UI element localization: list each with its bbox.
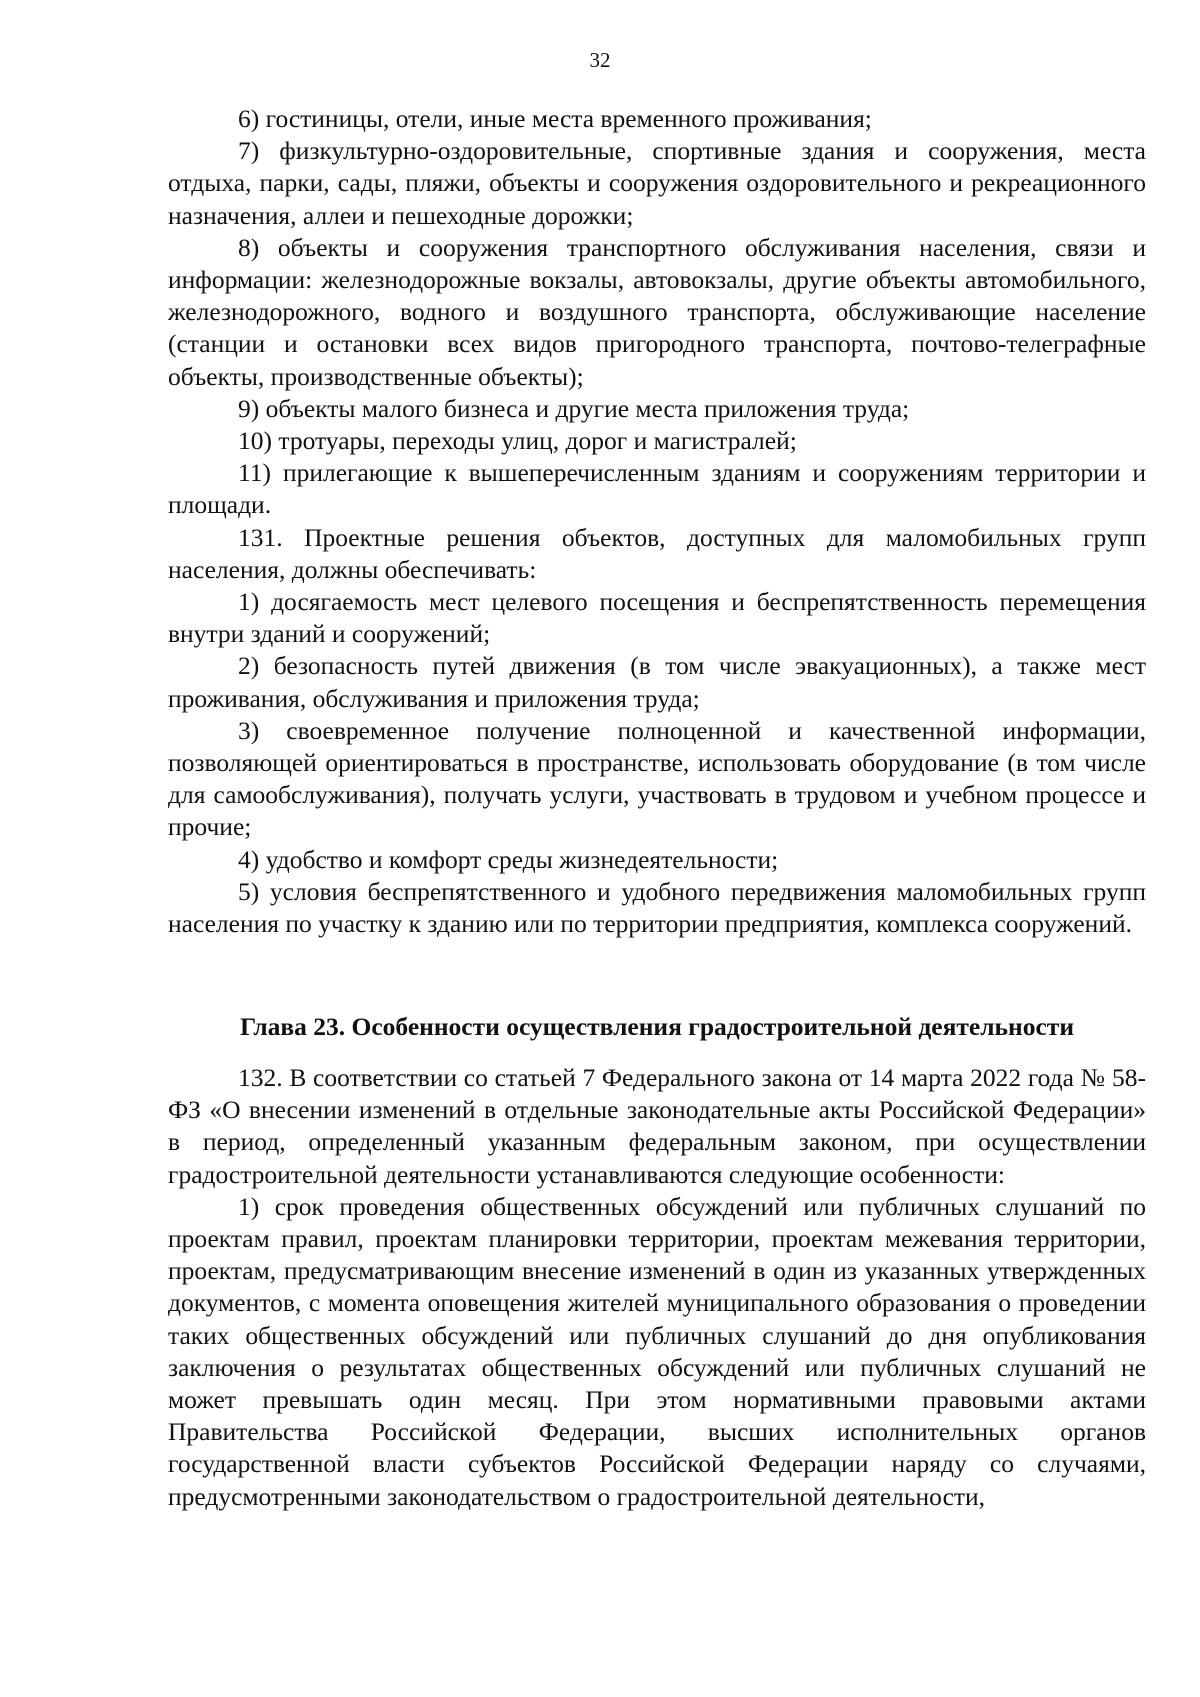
list-item-11-adjacent-territories: 11) прилегающие к вышеперечисленным зданиям и сооружениям территории и площади.	[168, 458, 1146, 520]
body-text-upper	[168, 103, 1146, 940]
chapter-heading: Глава 23. Особенности осуществления градостроительной деятельности	[239, 1012, 1075, 1041]
list-item-7-sports-facilities: 7) физкультурно-оздоровительные, спортивные здания и сооружения, места отдыха, парки, сады, пляжи, объекты и сооружения оздоровительного и рекреационного назначения, аллеи и пешеходные дорожки;	[168, 136, 1146, 230]
list-item-4-comfort: 4) удобство и комфорт среды жизнедеятельности;	[238, 844, 779, 874]
paragraph-132: 132. В соответствии со статьей 7 Федерального закона от 14 марта 2022 года № 58-ФЗ «О внесении изменений в отдельные законодательные акты Российской Федерации» в период, определенный указанным федеральным законом, при осуществлении градостроительной деятельности устанавливаются следующие особенности:	[168, 1063, 1146, 1189]
list-item-3-information: 3) своевременное получение полноценной и качественной информации, позволяющей ориентироваться в пространстве, использовать оборудование (в том числе для самообслуживания), получать услуги, участвовать в трудовом и учебном процессе и прочие;	[168, 715, 1146, 842]
list-item-8-transport-facilities: 8) объекты и сооружения транспортного обслуживания населения, связи и информации: железнодорожные вокзалы, автовокзалы, другие объекты автомобильного, железнодорожного, водного и воздушного транспорта, обслуживающие население (станции и остановки всех видов пригородного транспорта, почтово-телеграфные объекты, производственные объекты);	[168, 232, 1146, 391]
list-item-2-safety: 2) безопасность путей движения (в том числе эвакуационных), а также мест проживания, обслуживания и приложения труда;	[168, 651, 1146, 713]
list-item-6-hotels: 6) гостиницы, отели, иные места временного проживания;	[238, 104, 872, 133]
body-text-lower	[168, 1062, 1146, 1513]
page-number: 32	[589, 48, 611, 72]
list-item-1-hearing-period: 1) срок проведения общественных обсуждений или публичных слушаний по проектам правил, проектам планировки территории, проектам межевания территории, проектам, предусматривающим внесение изменений в один из указанных утвержденных документов, с момента оповещения жителей муниципального образования о проведении таких общественных обсуждений или публичных слушаний до дня опубликования заключения о результатах общественных обсуждений или публичных слушаний не может превышать один месяц. При этом нормативными правовыми актами Правительства Российской Федерации, высших исполнительных органов государственной власти субъектов Российской Федерации наряду со случаями, предусмотренными законодательством о градостроительной деятельности,	[168, 1191, 1146, 1511]
list-item-9-small-business: 9) объекты малого бизнеса и другие места приложения труда;	[238, 393, 910, 423]
paragraph-131: 131. Проектные решения объектов, доступных для маломобильных групп населения, должны обеспечивать:	[168, 522, 1146, 584]
list-item-1-reachability: 1) досягаемость мест целевого посещения и беспрепятственность перемещения внутри зданий и сооружений;	[168, 587, 1146, 649]
list-item-5-movement-conditions: 5) условия беспрепятственного и удобного передвижения маломобильных групп населения по участку к зданию или по территории предприятия, комплекса сооружений.	[168, 876, 1146, 939]
list-item-10-sidewalks: 10) тротуары, переходы улиц, дорог и магистралей;	[238, 426, 797, 456]
